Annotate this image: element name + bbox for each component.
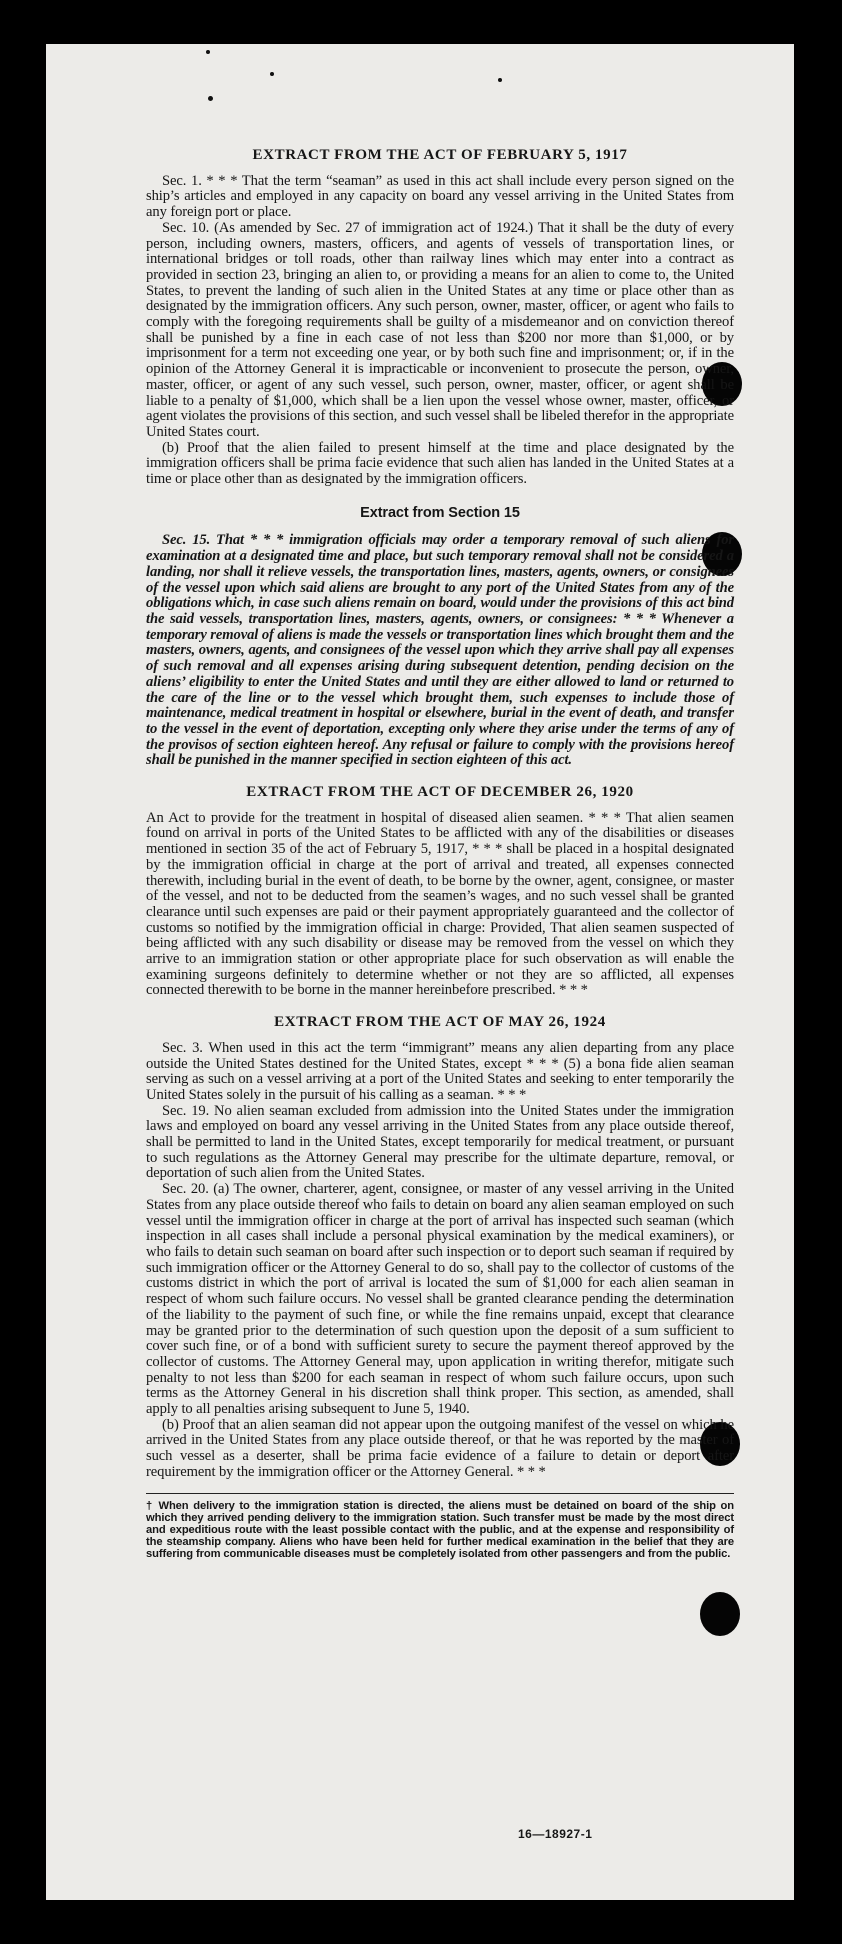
specks	[270, 72, 274, 76]
specks	[206, 50, 210, 54]
footnote: † When delivery to the immigration station is directed, the aliens must be detained on board of the ship on which they arrived pending delivery to the immigration station. Such transfer must be made by the most direct and expeditious route with the least possible contact with the public, and at the expense and responsibility of the steamship company. Aliens who have been held for further medical examination in the belief that they are suffering from communicable diseases must be completely isolated from other passengers and from the public.	[146, 1493, 734, 1561]
paragraph-sec-10: Sec. 10. (As amended by Sec. 27 of immigration act of 1924.) That it shall be the duty of every person, including owners, masters, officers, and agents of vessels of transportation lines, or international bridges or toll roads, other than railway lines which may enter into a contract as provided in section 23, bringing an alien to, or providing a means for an alien to come to, the United States, to prevent the landing of such alien in the United States at any time or place other than as designated by the immigration officers. Any such person, owner, master, officer, or agent who fails to comply with the foregoing requirements shall be guilty of a misdemeanor and on conviction thereof shall be punished by a fine in each case of not less than $200 nor more than $1,000, or by imprisonment for a term not exceeding one year, or by both such fine and imprisonment; or, if in the opinion of the Attorney General it is impracticable or inconvenient to prosecute the person, owner, master, officer, or agent of any such vessel, such person, owner, master, officer, or agent shall be liable to a penalty of $1,000, which shall be a lien upon the vessel whose owner, master, officer, or agent violates the provisions of this section, and such vessel shall be libeled therefor in the appropriate United States court.	[146, 219, 734, 440]
paragraph-act-1920: An Act to provide for the treatment in hospital of diseased alien seamen. * * * That alien seamen found on arrival in ports of the United States to be afflicted with any of the disabilities or diseases mentioned in section 35 of the act of February 5, 1917, * * * shall be placed in a hospital designated by the immigration official in charge at the port of arrival and treated, all expenses connected therewith, including burial in the event of death, to be borne by the owner, agent, consignee, or master of the vessel, and not to be deducted from the seamen’s wages, and no such vessel shall be granted clearance until such expenses are paid or their payment appropriately guaranteed and the collector of customs so notified by the immigration official in charge: Provided, That alien seamen suspected of being afflicted with any such disability or disease may be removed from the vessel on which they arrive to an immigration station or other appropriate place for such observation as will enable the examining surgeons definitely to determine whether or not they are so afflicted, all expenses connected therewith to be borne in the manner hereinbefore prescribed. * * *	[146, 809, 734, 999]
paragraph-sec-19: Sec. 19. No alien seaman excluded from admission into the United States under the immigration laws and employed on board any vessel arriving in the United States from any place outside thereof, shall be permitted to land in the United States, except temporarily for medical treatment, or pursuant to such regulations as the Attorney General may prescribe for the ultimate departure, removal, or deportation of such alien from the United States.	[146, 1102, 734, 1182]
paragraph-sec-10-b: (b) Proof that the alien failed to present himself at the time and place designated by the immigration officers shall be prima facie evidence that such alien has landed in the United States at a time or place other than as designated by the immigration officers.	[146, 439, 734, 488]
heading-act-1917: EXTRACT FROM THE ACT OF FEBRUARY 5, 1917	[252, 147, 628, 163]
paragraph-sec-20-a: Sec. 20. (a) The owner, charterer, agent, consignee, or master of any vessel arriving in the United States from any place outside thereof who fails to detain on board any alien seaman employed on such vessel until the immigration officer in charge at the port of arrival has inspected such seaman (which inspection in all cases shall include a personal physical examination by the medical examiners), or who fails to detain such seaman on board after such inspection or to deport such seaman if required by such immigration officer or the Attorney General to do so, shall pay to the collector of customs of the customs district in which the port of arrival is located the sum of $1,000 for each alien seaman in respect of whom such failure occurs. No vessel shall be granted clearance pending the determination of the liability to the payment of such fine, or while the fine remains unpaid, except that clearance may be granted prior to the determination of such question upon the deposit of a sum sufficient to cover such fine, or of a bond with sufficient surety to secure the payment thereof approved by the collector of customs. The Attorney General may, upon application in writing therefor, mitigate such penalty to not less than $200 for each seaman in respect of whom such failure occurs, upon such terms as the Attorney General in his discretion shall think proper. This section, as amended, shall apply to all penalties arising subsequent to June 5, 1940.	[146, 1181, 734, 1418]
document-number: 16—18927-1	[518, 1827, 593, 1841]
specks	[498, 78, 502, 82]
heading-act-1924: EXTRACT FROM THE ACT OF MAY 26, 1924	[274, 1014, 606, 1031]
paragraph-sec-3: Sec. 3. When used in this act the term “immigrant” means any alien departing from any place outside the United States destined for the United States, except * * * (5) a bona fide alien seaman serving as such on a vessel arriving at a port of the United States and seeking to enter temporarily the United States solely in the pursuit of his calling as a seaman. * * *	[146, 1039, 734, 1103]
heading-act-1920: EXTRACT FROM THE ACT OF DECEMBER 26, 1920	[246, 784, 634, 801]
document-page	[46, 44, 794, 1900]
specks	[208, 96, 213, 101]
paragraph-sec-20-b: (b) Proof that an alien seaman did not appear upon the outgoing manifest of the vessel on which he arrived in the United States from any place outside thereof, or that he was reported by the master of such vessel as a deserter, shall be prima facie evidence of a failure to detain or deport after requirement by the immigration officer or the Attorney General. * * *	[146, 1416, 734, 1480]
paragraph-sec-1: Sec. 1. * * * That the term “seaman” as used in this act shall include every person signed on the ship’s articles and employed in any capacity on board any vessel arriving in the United States from any foreign port or place.	[146, 172, 734, 221]
document-body	[146, 148, 734, 1561]
heading-extract-section-15: Extract from Section 15	[360, 504, 520, 521]
paragraph-sec-15: Sec. 15. That * * * immigration officials may order a temporary removal of such aliens for examination at a designated time and place, but such temporary removal shall not be considered a landing, nor shall it relieve vessels, the transportation lines, masters, agents, owners, or consignees of the vessel upon which said aliens are brought to any port of the United States from any of the obligations which, in case such aliens remain on board, would under the provisions of this act bind the said vessels, transportation lines, masters, agents, owners, or consignees: * * * Whenever a temporary removal of aliens is made the vessels or transportation lines which brought them and the masters, owners, agents, and consignees of the vessel upon which they arrive shall pay all expenses of such removal and all expenses arising during subsequent detention, pending decision on the aliens’ eligibility to enter the United States and until they are either allowed to land or returned to the care of the line or to the vessel which brought them, such expenses to include those of maintenance, medical treatment in hospital or elsewhere, burial in the event of death, and transfer to the vessel in the event of deportation, excepting only where they arise under the terms of any of the provisos of section eighteen hereof. Any refusal or failure to comply with the provisions hereof shall be punished in the manner specified in section eighteen of this act.	[146, 532, 734, 769]
punch-hole	[700, 1592, 740, 1636]
